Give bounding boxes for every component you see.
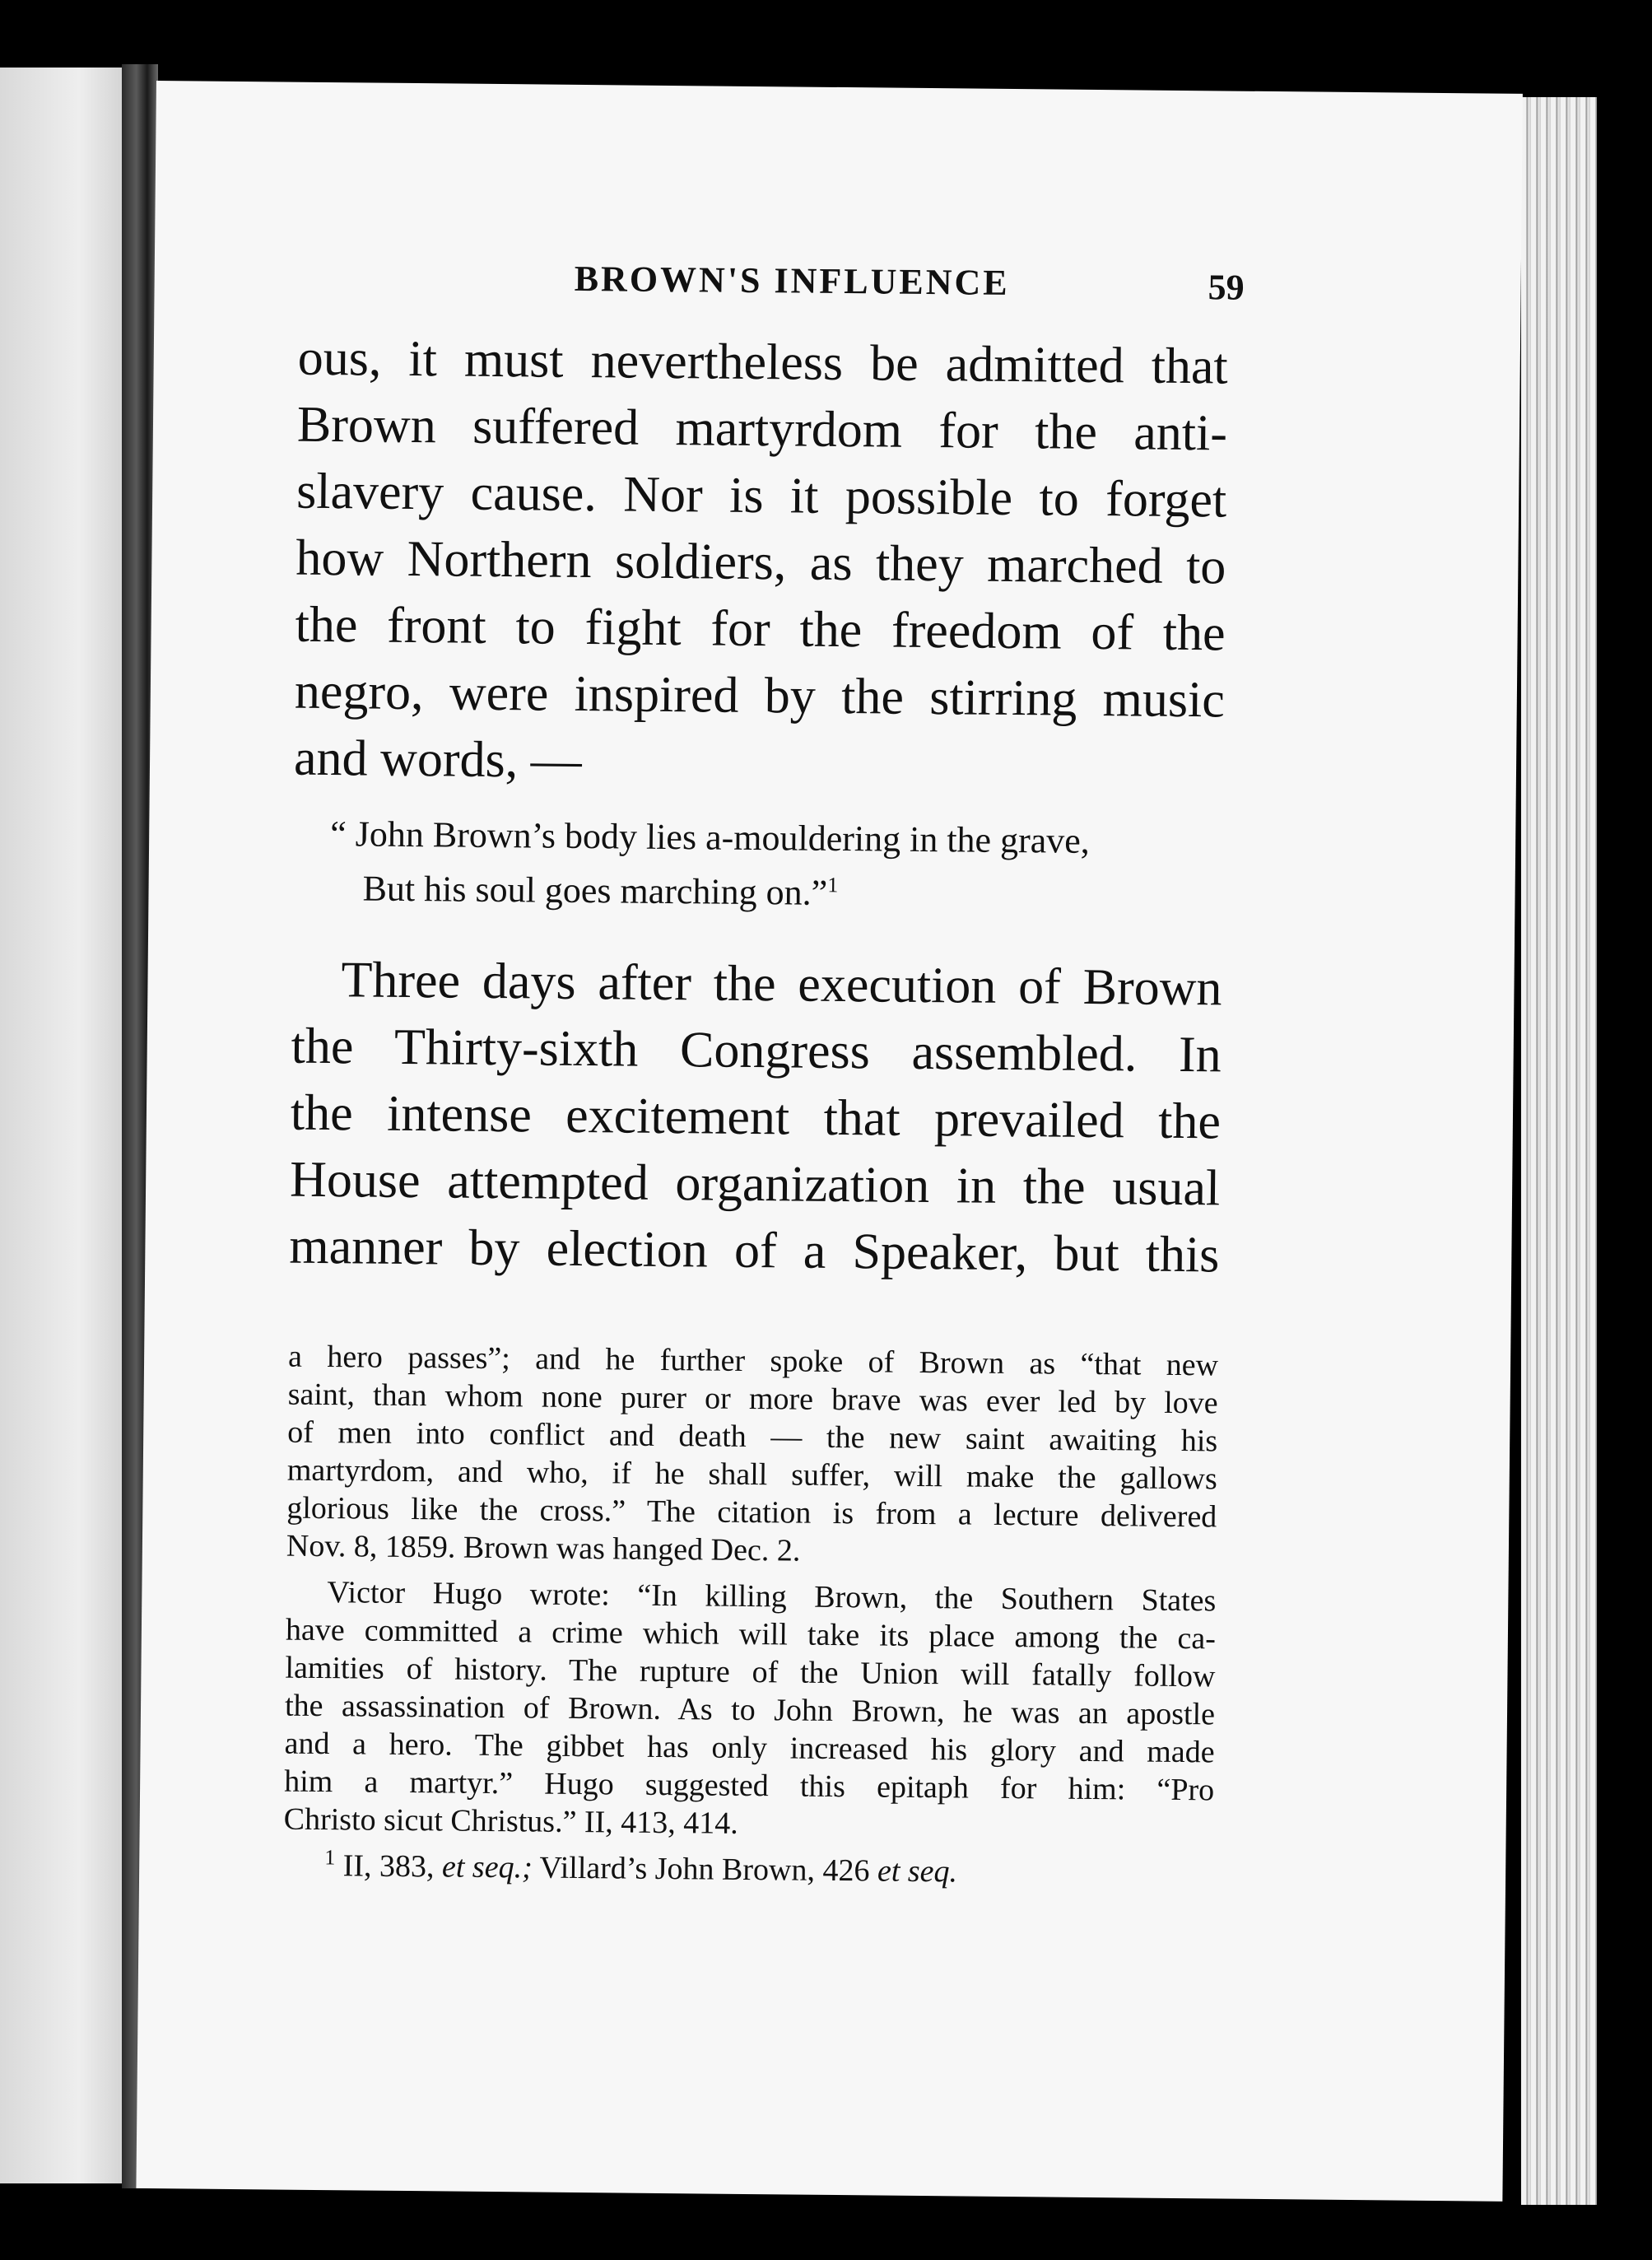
text-line: ous, it must nevertheless be admitted that	[297, 329, 1229, 395]
footnote-line: glorious like the cross.” The citation is from a lecture delivered	[286, 1490, 1217, 1535]
text-line: slavery cause. Nor is it possible to forget	[295, 463, 1227, 529]
footnote-line: lamities of history. The rupture of the Union will fatally follow	[285, 1650, 1216, 1694]
quote-line	[329, 861, 1219, 924]
footnote-italic: et seq.;	[441, 1849, 533, 1885]
footnote-text: II, 383,	[334, 1848, 443, 1885]
text-line: manner by election of a Speaker, but this	[289, 1218, 1220, 1284]
text-line: House attempted organization in the usual	[289, 1151, 1221, 1217]
left-facing-page-edge	[0, 68, 132, 2183]
footnotes	[283, 1338, 1218, 1894]
footnote-1	[283, 1847, 1213, 1894]
text-line: negro, were inspired by the stirring music	[294, 663, 1226, 729]
quote-line-text: But his soul goes marching on.”	[362, 868, 828, 913]
text-line: and words, —	[293, 729, 582, 789]
footnote-line: and a hero. The gibbet has only increased his glory and made	[284, 1726, 1215, 1770]
right-page-edges	[1521, 97, 1603, 2205]
book-page	[136, 81, 1522, 2202]
footnote-line: Victor Hugo wrote: “In killing Brown, the Southern States	[327, 1575, 1217, 1619]
song-quote	[329, 807, 1219, 924]
running-head: BROWN'S INFLUENCE	[574, 258, 1010, 303]
text-line: Brown suffered martyrdom for the anti-	[296, 396, 1228, 462]
quote-line: “ John Brown’s body lies a-mouldering in the grave,	[329, 813, 1091, 861]
footnote-line: a hero passes”; and he further spoke of Brown as “that new	[287, 1339, 1219, 1383]
footnote-line: of men into conflict and death — the new saint awaiting his	[287, 1414, 1218, 1459]
footnote-line: have committed a crime which will take its place among the ca-	[285, 1612, 1217, 1657]
page-number: 59	[1208, 267, 1245, 308]
footnote-text: Villard’s John Brown, 426	[532, 1850, 878, 1889]
text-line: the Thirty-sixth Congress assembled. In	[291, 1018, 1222, 1083]
footnote-italic: et seq.	[877, 1853, 958, 1890]
scan-border	[1597, 91, 1652, 2260]
footnote-number: 1	[324, 1845, 336, 1870]
footnote-line: Nov. 8, 1859. Brown was hanged Dec. 2.	[286, 1528, 801, 1568]
footnote-line: martyrdom, and who, if he shall suffer, will make the gallows	[286, 1452, 1217, 1497]
footnote-line: the assassination of Brown. As to John Brown, he was an apostle	[284, 1688, 1216, 1732]
text-line: the intense excitement that prevailed the	[290, 1084, 1222, 1150]
paragraph-continued	[294, 325, 1228, 801]
text-line: how Northern soldiers, as they marched to	[295, 529, 1226, 595]
paragraph	[289, 947, 1222, 1289]
footnote-line: saint, than whom none purer or more brave was ever led by love	[287, 1377, 1218, 1421]
text-line: the front to fight for the freedom of the	[295, 596, 1226, 662]
footnote-reference: 1	[827, 873, 839, 897]
footnote-line: him a martyr.” Hugo suggested this epitaph for him: “Pro	[283, 1764, 1215, 1808]
text-line: Three days after the execution of Brown	[341, 952, 1222, 1017]
footnote-line: Christo sicut Christus.” II, 413, 414.	[283, 1801, 738, 1841]
page-text-area	[136, 81, 1522, 2202]
